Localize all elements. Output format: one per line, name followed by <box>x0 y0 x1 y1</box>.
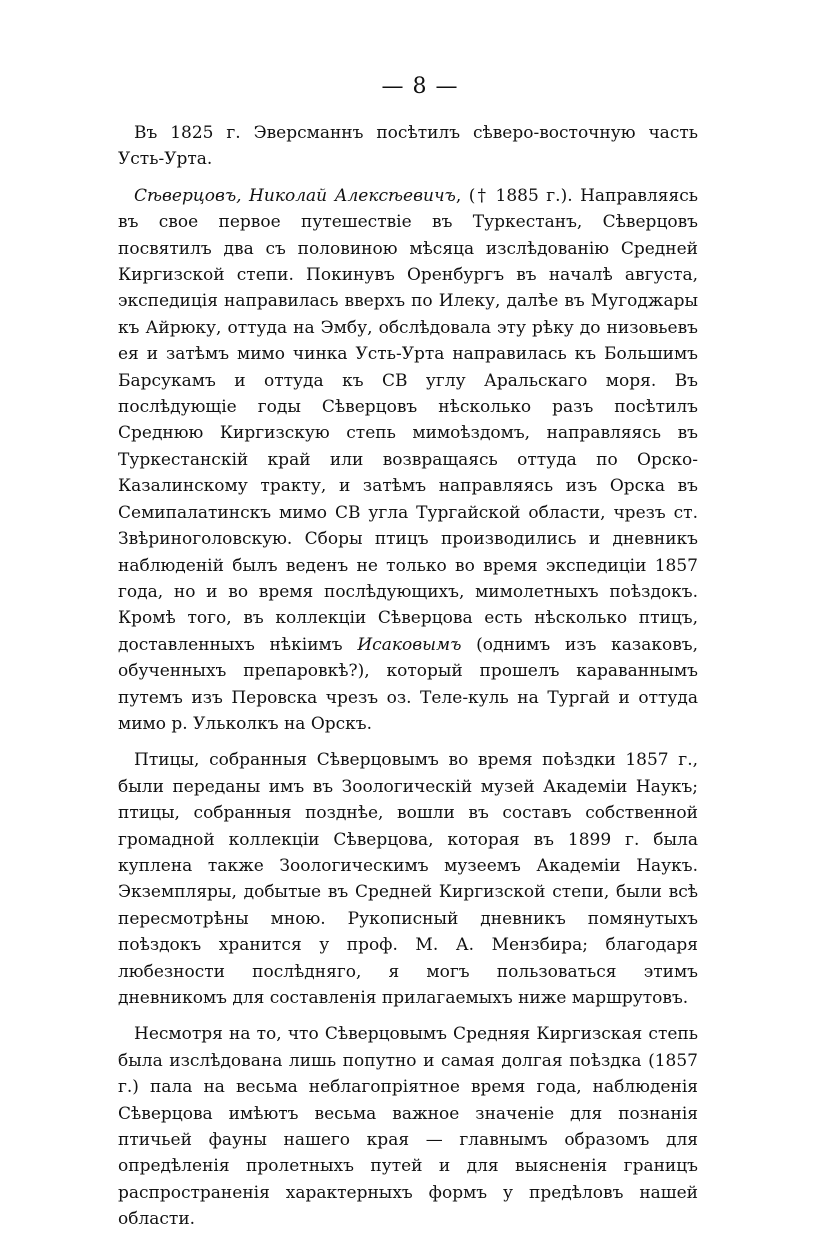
paragraph-collections: Птицы, собранныя Сѣверцовымъ во время поѣздки 1857 г., были переданы имъ въ Зоологическій музей Академіи Наукъ; птицы, собранныя позднѣе, вошли въ составъ собственной громадной коллекціи Сѣверцова, которая въ 1899 г. была куплена также Зоологическимъ музеемъ Академіи Наукъ. Экземпляры, добытые въ Средней Киргизской степи, были всѣ пересмотрѣны мною. Рукописный дневникъ помянутыхъ поѣздокъ хранится у проф. М. А. Мензбира; благодаря любезности послѣдняго, я могъ пользоваться этимъ дневникомъ для составленія прилагаемыхъ ниже маршрутовъ. <box>118 750 698 1008</box>
person-name-isakov: Исаковымъ <box>357 634 462 655</box>
paragraph-text: , († 1885 г.). Направляясь въ свое первое путешествіе въ Туркестанъ, Сѣверцовъ посвятилъ два съ половиною мѣсяца изслѣдованію Средней Киргизской степи. Покинувъ Оренбургъ въ началѣ августа, экспедиція направилась вверхъ по Илеку, далѣе въ Мугоджары къ Айрюку, оттуда на Эмбу, обслѣдовала эту рѣку до низовьевъ ея и затѣмъ мимо чинка Усть-Урта направилась къ Большимъ Барсукамъ и оттуда къ СВ углу Аральскаго моря. Въ послѣдующіе годы Сѣверцовъ нѣсколько разъ посѣтилъ Среднюю Киргизскую степь мимоѣздомъ, направляясь въ Туркестанскій край или возвращаясь оттуда по Орско-Казалинскому тракту, и затѣмъ направляясь изъ Орска въ Семипалатинскъ мимо СВ угла Тургайской области, чрезъ ст. Звѣриноголовскую. Сборы птицъ производились и дневникъ наблюденій былъ веденъ не только во время экспедиціи 1857 года, но и во время послѣдующихъ, мимолетныхъ поѣздокъ. Кромѣ того, въ коллекціи Сѣверцова есть нѣсколько птицъ, доставленныхъ нѣкіимъ <box>118 185 699 655</box>
person-name-severtsov: Сѣверцовъ, Николай Алексѣевичъ <box>134 185 456 206</box>
body-text <box>118 120 698 1243</box>
paragraph-eversmann: Въ 1825 г. Эверсманнъ посѣтилъ сѣверо-восточную часть Усть-Урта. <box>118 123 698 170</box>
page-number: — 8 — <box>381 74 459 99</box>
paragraph-text: (однимъ изъ казаковъ, обученныхъ препаровкѣ?), который прошелъ караваннымъ путемъ изъ Перовска чрезъ оз. Теле-куль на Тургай и оттуда мимо р. Ульколкъ на Орскъ. <box>118 634 698 734</box>
paragraph-severtsov-travels <box>118 183 698 738</box>
paragraph-significance: Несмотря на то, что Сѣверцовымъ Средняя Киргизская степь была изслѣдована лишь попутно и самая долгая поѣздка (1857 г.) пала на весьма неблагопріятное время года, наблюденія Сѣверцова имѣютъ весьма важное значеніе для познанія птичьей фауны нашего края — главнымъ образомъ для опредѣленія пролетныхъ путей и для выясненія границъ распространенія характерныхъ формъ у предѣловъ нашей области. <box>118 1024 698 1230</box>
